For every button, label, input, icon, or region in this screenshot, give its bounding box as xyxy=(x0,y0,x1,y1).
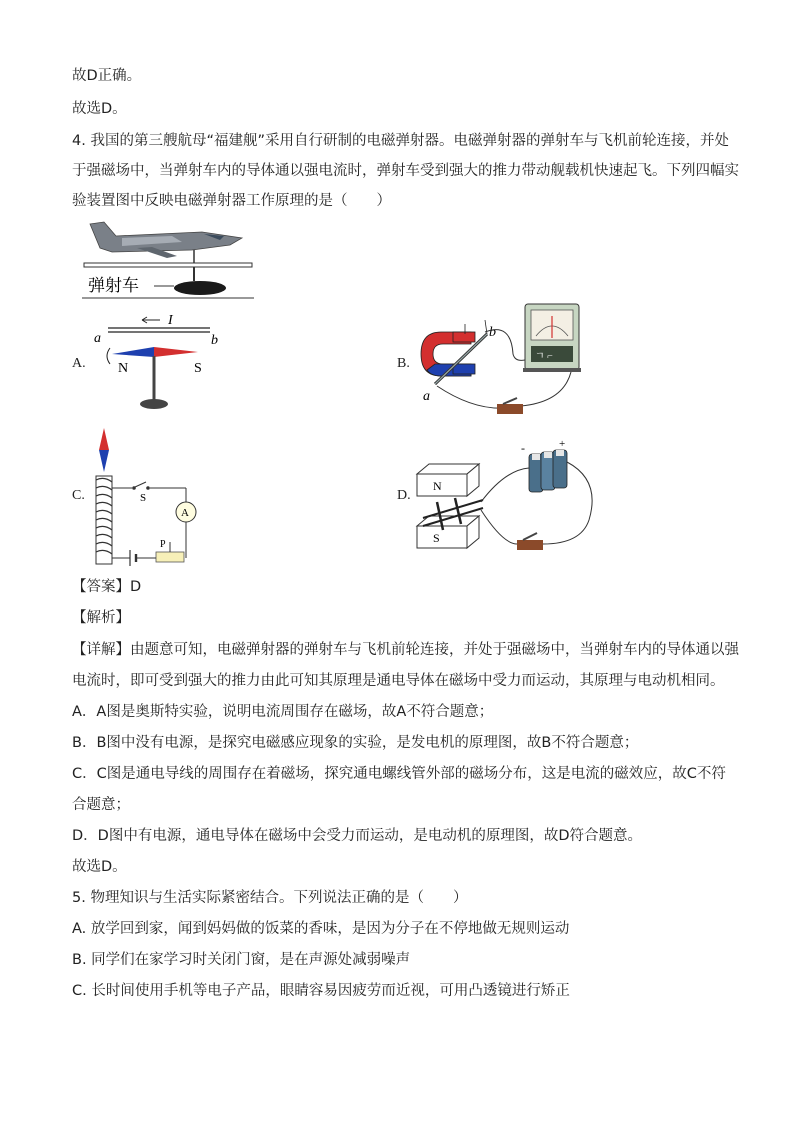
question-5-option-c: C. 长时间使用手机等电子产品，眼睛容易因疲劳而近视，可用凸透镜进行矫正 xyxy=(72,983,570,999)
svg-text:ㄱ ⌐: ㄱ ⌐ xyxy=(535,351,553,362)
option-d-label: D. xyxy=(397,488,411,503)
battery-plus-label: + xyxy=(559,440,566,450)
explanation-c: 合题意； xyxy=(72,797,130,813)
question-4-stem: 4. 我国的第三艘航母“福建舰”采用自行研制的电磁弹射器。电磁弹射器的弹射车与飞机前轮连接，并处 xyxy=(72,133,729,149)
battery-minus-label: - xyxy=(521,441,525,455)
needle-s-label: S xyxy=(194,361,202,376)
catapult-label: 弹射车 xyxy=(88,276,139,296)
option-b-label: B. xyxy=(397,356,410,371)
analysis-tag: 【解析】 xyxy=(72,610,130,626)
end-a-label: a xyxy=(94,331,101,346)
switch-label: S xyxy=(140,492,147,504)
detail-text: 电流时，即可受到强大的推力由此可知其原理是通电导体在磁场中受力而运动，其原理与电动机相同。 xyxy=(72,673,725,689)
magnet-n-label: N xyxy=(433,479,442,493)
explanation-a: A．A图是奥斯特实验，说明电流周围存在磁场，故A不符合题意； xyxy=(72,704,494,720)
needle-n-label: N xyxy=(118,361,129,376)
option-c-label: C. xyxy=(72,488,85,503)
explanation-d: D．D图中有电源，通电导体在磁场中会受力而运动，是电动机的原理图，故D符合题意。 xyxy=(72,828,642,844)
slider-label: P xyxy=(160,539,166,550)
option-d-figure xyxy=(413,440,598,555)
answer-value: D xyxy=(130,579,142,595)
option-b-figure xyxy=(413,302,588,422)
catapult-figure xyxy=(82,218,257,302)
question-5-stem: 5. 物理知识与生活实际紧密结合。下列说法正确的是（ ） xyxy=(72,890,468,906)
option-a-label: A. xyxy=(72,356,86,371)
answer-tag: 【答案】 xyxy=(72,579,130,595)
question-4-stem: 验装置图中反映电磁弹射器工作原理的是（ ） xyxy=(72,193,391,209)
option-a-figure xyxy=(90,310,220,415)
current-label: I xyxy=(168,313,173,328)
option-c-figure xyxy=(88,426,213,572)
answer-line xyxy=(72,577,141,597)
magnet-s-label: S xyxy=(433,531,440,545)
end-b-label: b xyxy=(489,325,496,340)
text-line: 故选D。 xyxy=(72,101,127,117)
detail-text: 【详解】由题意可知，电磁弹射器的弹射车与飞机前轮连接，并处于强磁场中，当弹射车内的导体通以强 xyxy=(72,642,739,658)
text-line: 故D正确。 xyxy=(72,68,142,84)
explanation-c: C．C图是通电导线的周围存在着磁场，探究通电螺线管外部的磁场分布，这是电流的磁效应，故C不符 xyxy=(72,766,726,782)
question-5-option-a: A. 放学回到家，闻到妈妈做的饭菜的香味，是因为分子在不停地做无规则运动 xyxy=(72,921,570,937)
end-b-label: b xyxy=(211,333,218,348)
question-5-option-b: B. 同学们在家学习时关闭门窗，是在声源处减弱噪声 xyxy=(72,952,411,968)
ammeter-label: A xyxy=(181,507,189,519)
explanation-b: B．B图中没有电源，是探究电磁感应现象的实验，是发电机的原理图，故B不符合题意； xyxy=(72,735,639,751)
end-a-label: a xyxy=(423,389,430,404)
conclusion: 故选D。 xyxy=(72,859,127,875)
question-4-stem: 于强磁场中，当弹射车内的导体通以强电流时，弹射车受到强大的推力带动舰载机快速起飞。下列四幅实 xyxy=(72,163,739,179)
